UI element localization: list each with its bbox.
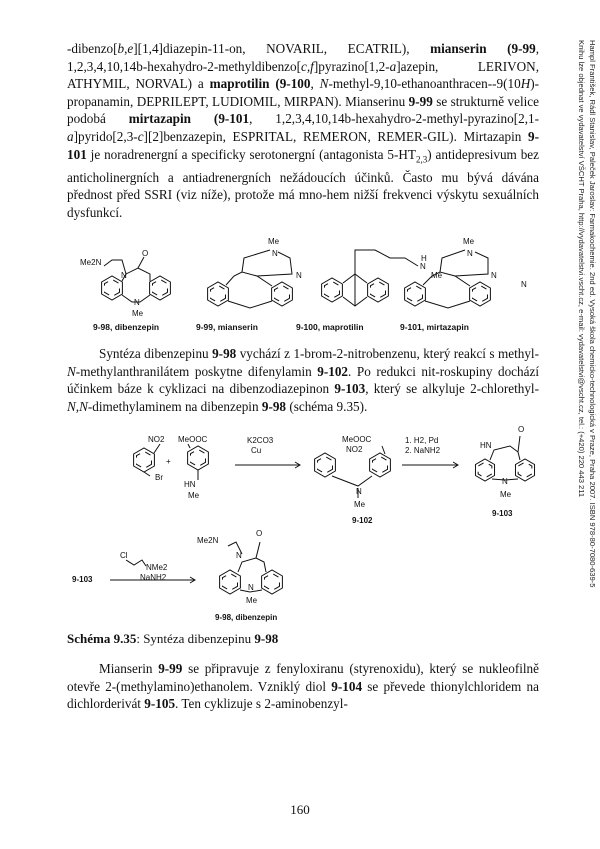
- benzene-ring: [475, 459, 494, 481]
- structure-label: 9-101, mirtazapin: [400, 322, 469, 332]
- text-run: 9-102: [317, 363, 349, 379]
- text-run: e: [127, 41, 134, 56]
- aromatic-bonds: [275, 285, 290, 302]
- start-9-103: 9-103: [72, 575, 93, 584]
- benzene-ring: [134, 448, 155, 472]
- atom-n: N: [420, 262, 426, 271]
- text-run: ]azepin, LERIVON, ATHYMIL, NORVAL) a: [67, 58, 539, 92]
- bond: [242, 250, 270, 272]
- bond: [355, 250, 418, 274]
- label-9-98: 9-98, dibenzepin: [215, 613, 278, 622]
- structure-label: 9-98, dibenzepin: [93, 322, 160, 332]
- benzene-ring: [262, 570, 283, 594]
- text-run: -methyl-9,10-ethanoanthracen--9(10: [328, 76, 521, 92]
- text-run: mianserin (9-99: [430, 41, 536, 56]
- atom-me: Me: [246, 596, 258, 605]
- atom-n: N: [502, 477, 508, 486]
- aromatic-bonds: [191, 449, 206, 466]
- text-run: vychází z 1-brom-2-nitrobenzenu, který reakcí s methyl-: [236, 346, 539, 361]
- text-run: 2,3: [415, 154, 428, 165]
- atom-me: Me: [463, 237, 475, 246]
- text-run: ]pyrido[2,3-: [73, 128, 138, 144]
- bond: [138, 257, 144, 268]
- side-note-order-info: Knihu lze objednat ve vydavatelství VŠCHT Praha, http://vydavatelstvi.vscht.cz, e-mail: vydavatelstvi@vscht.cz, tel.: (+420) 220 443 211: [577, 40, 586, 498]
- bond: [332, 476, 372, 486]
- text-run: , 1,2,3,4,10,14b-hexahydro-2-methyl-pyrazino[2,1-: [249, 111, 539, 127]
- text-run: N: [67, 363, 76, 379]
- text-run: , 1,2,3,4,10,14b-hexahydro-2-methyldibenzo[: [67, 41, 539, 74]
- aromatic-bonds: [265, 573, 280, 590]
- text-run: maprotilin (9-100: [209, 76, 311, 92]
- text-run: (schéma 9.35).: [286, 398, 368, 414]
- paragraph-mianserin-synthesis: [67, 660, 539, 713]
- text-run: ,: [124, 41, 128, 56]
- text-run: ][2]benzazepin, ESPRITAL, REMERON, REMER-GIL). Mirtazapin: [143, 128, 528, 144]
- text-run: H: [520, 76, 531, 92]
- benzene-ring: [208, 282, 229, 306]
- text-run: a: [67, 128, 74, 144]
- text-run: 9-104: [331, 678, 363, 694]
- benzene-ring: [188, 446, 209, 470]
- bond: [188, 444, 190, 448]
- bond: [226, 272, 272, 286]
- aromatic-bonds: [478, 462, 492, 478]
- benzene-ring: [515, 459, 534, 481]
- atom-me: Me: [268, 237, 280, 246]
- reagent-nanh2: 2. NaNH2: [405, 446, 441, 455]
- bond: [490, 446, 520, 460]
- caption-label: Schéma 9.35: [67, 631, 137, 646]
- benzene-ring: [220, 570, 241, 594]
- bond: [518, 436, 520, 452]
- reagent-h2-pd: 1. H2, Pd: [405, 436, 439, 445]
- text-run: N: [319, 76, 329, 92]
- reagent-cu: Cu: [251, 446, 262, 455]
- text-run: b: [117, 41, 125, 56]
- structures-figure: [60, 236, 540, 336]
- atom-hn: HN: [480, 441, 492, 450]
- benzene-ring: [370, 453, 391, 477]
- aromatic-bonds: [153, 279, 168, 296]
- aromatic-bonds: [318, 456, 333, 473]
- atom-hn: HN: [184, 480, 196, 489]
- benzene-ring: [315, 453, 336, 477]
- atom-n: N: [467, 249, 473, 258]
- bond: [440, 250, 465, 272]
- aromatic-bonds: [371, 281, 386, 298]
- aromatic-bonds: [518, 462, 532, 478]
- text-run: 9-98: [212, 346, 237, 361]
- aromatic-bonds: [137, 451, 152, 468]
- bond: [126, 560, 146, 566]
- aromatic-bonds: [408, 285, 423, 302]
- atom-me: Me: [188, 491, 200, 500]
- paragraph-antidepressants: [67, 40, 539, 222]
- atom-n: N: [134, 298, 140, 307]
- atom-n: N: [236, 551, 242, 560]
- atom-o: O: [518, 425, 525, 434]
- atom-o: O: [142, 249, 149, 258]
- atom-n: N: [521, 280, 527, 289]
- text-run: )-propanamin, DEPRILEPT, LUDIOMIL, MIRPAN). Mianserinu: [67, 76, 540, 109]
- bond: [256, 542, 260, 558]
- atom-me2n: Me2N: [197, 536, 219, 545]
- atom-n: N: [272, 249, 278, 258]
- bond: [425, 301, 470, 308]
- text-run: c,f: [301, 58, 314, 74]
- structure-label: 9-100, maprotilin: [296, 322, 364, 332]
- label-9-103: 9-103: [492, 509, 513, 518]
- text-run: . Ten cyklizuje s 2-aminobenzyl-: [175, 696, 348, 712]
- benzene-ring: [102, 276, 123, 300]
- text-run: a: [389, 58, 397, 74]
- text-run: -methylanthranilátem poskytne difenylamin: [75, 363, 318, 379]
- atom-me: Me: [500, 490, 512, 499]
- aromatic-bonds: [223, 573, 238, 590]
- atom-me2n: Me2N: [80, 258, 102, 267]
- reagent-nme2: NMe2: [146, 563, 168, 572]
- bond: [382, 446, 385, 454]
- aromatic-bonds: [473, 285, 488, 302]
- plus-sign: +: [166, 457, 171, 466]
- caption-ref: 9-98: [254, 631, 279, 646]
- benzene-ring: [150, 276, 171, 300]
- atom-n: N: [356, 487, 362, 496]
- aromatic-bonds: [325, 281, 340, 298]
- atom-n: N: [296, 271, 302, 280]
- bond: [238, 558, 266, 572]
- text-run: Syntéza dibenzepinu: [99, 346, 213, 361]
- atom-meooc: MeOOC: [178, 435, 208, 444]
- text-run: 9-101: [67, 128, 539, 162]
- reagent-nanh2: NaNH2: [140, 573, 167, 582]
- label-9-102: 9-102: [352, 516, 373, 525]
- benzene-ring: [322, 278, 343, 302]
- text-run: c: [137, 128, 144, 144]
- text-run: N,N: [67, 398, 88, 414]
- text-run: ]pyrazino[1,2-: [313, 58, 390, 74]
- text-run: ,: [310, 76, 320, 92]
- atom-br: Br: [155, 473, 163, 482]
- text-run: se převede thionylchloridem na dichlorderivát: [67, 678, 540, 712]
- atom-no2: NO2: [346, 445, 363, 454]
- text-run: 9-103: [334, 381, 366, 397]
- text-run: . Po redukci nit-roskupiny dochází účinkem báze k cyklizaci na dibenzodiazepinon: [67, 363, 539, 397]
- aromatic-bonds: [105, 279, 120, 296]
- bond: [154, 444, 160, 453]
- text-run: mirtazapin (9-101: [128, 111, 250, 127]
- side-note: [562, 40, 598, 600]
- text-run: , který se alkyluje 2-chlorethyl-: [365, 381, 539, 397]
- atom-me: Me: [354, 500, 366, 509]
- benzene-ring: [405, 282, 426, 306]
- text-run: 9-99: [408, 93, 433, 109]
- text-run: 9-105: [144, 696, 176, 712]
- text-run: -dimethylaminem na dibenzepin: [87, 398, 262, 414]
- structure-label: 9-99, mianserin: [196, 322, 258, 332]
- scheme-caption: [67, 631, 278, 647]
- text-run: ) antidepresivum bez anticholinergních a antiadrenergních nežádoucích účinků. Často mu bývá dávána přednost před SSRI (viz níže), protože má mno-hem nižší frekvenci výskytu sexuálních dysfunkcí.: [67, 146, 540, 220]
- aromatic-bonds: [373, 456, 388, 473]
- atom-me: Me: [431, 271, 443, 280]
- text-run: 9-99: [158, 661, 183, 676]
- reagent-cl: Cl: [120, 551, 128, 560]
- text-run: se připravuje z fenyloxiranu (styrenoxidu), který se nukleofilně otevře 2-(methylamino)ethanolem. Vzniklý diol: [67, 661, 539, 694]
- text-run: -dibenzo[: [67, 41, 118, 56]
- page-number: 160: [290, 802, 310, 817]
- text-run: se strukturně velice podobá: [67, 93, 539, 127]
- atom-o: O: [256, 529, 263, 538]
- paragraph-dibenzepin-synthesis: [67, 345, 539, 415]
- atom-h: H: [421, 254, 427, 263]
- text-run: je noradrenergní a specificky serotonergní (antagonista 5-HT: [86, 146, 416, 162]
- side-note-citation: Hampl František, Rádl Stanislav, Paleček Jaroslav: Farmakochemie. 2nd ed. Vysoká škola chemicko-technologická v Praze, Praha 2007. ISBN 978-80-7080-639-5: [588, 40, 597, 588]
- atom-no2: NO2: [148, 435, 165, 444]
- atom-meooc: MeOOC: [342, 435, 372, 444]
- text-run: ][1,4]diazepin-11-on, NOVARIL, ECATRIL),: [133, 41, 431, 56]
- atom-me: Me: [132, 309, 144, 318]
- reagent-k2co3: K2CO3: [247, 436, 274, 445]
- atom-n: N: [121, 271, 127, 280]
- text-run: Mianserin: [99, 661, 159, 676]
- atom-n: N: [248, 583, 254, 592]
- bond: [144, 472, 150, 476]
- aromatic-bonds: [211, 285, 226, 302]
- benzene-ring: [470, 282, 491, 306]
- caption-text: : Syntéza dibenzepinu: [136, 631, 255, 646]
- benzene-ring: [272, 282, 293, 306]
- scheme-9-35: [60, 420, 540, 625]
- text-run: 9-98: [261, 398, 287, 414]
- bond: [228, 301, 272, 308]
- benzene-ring: [368, 278, 389, 302]
- atom-n: N: [491, 271, 497, 280]
